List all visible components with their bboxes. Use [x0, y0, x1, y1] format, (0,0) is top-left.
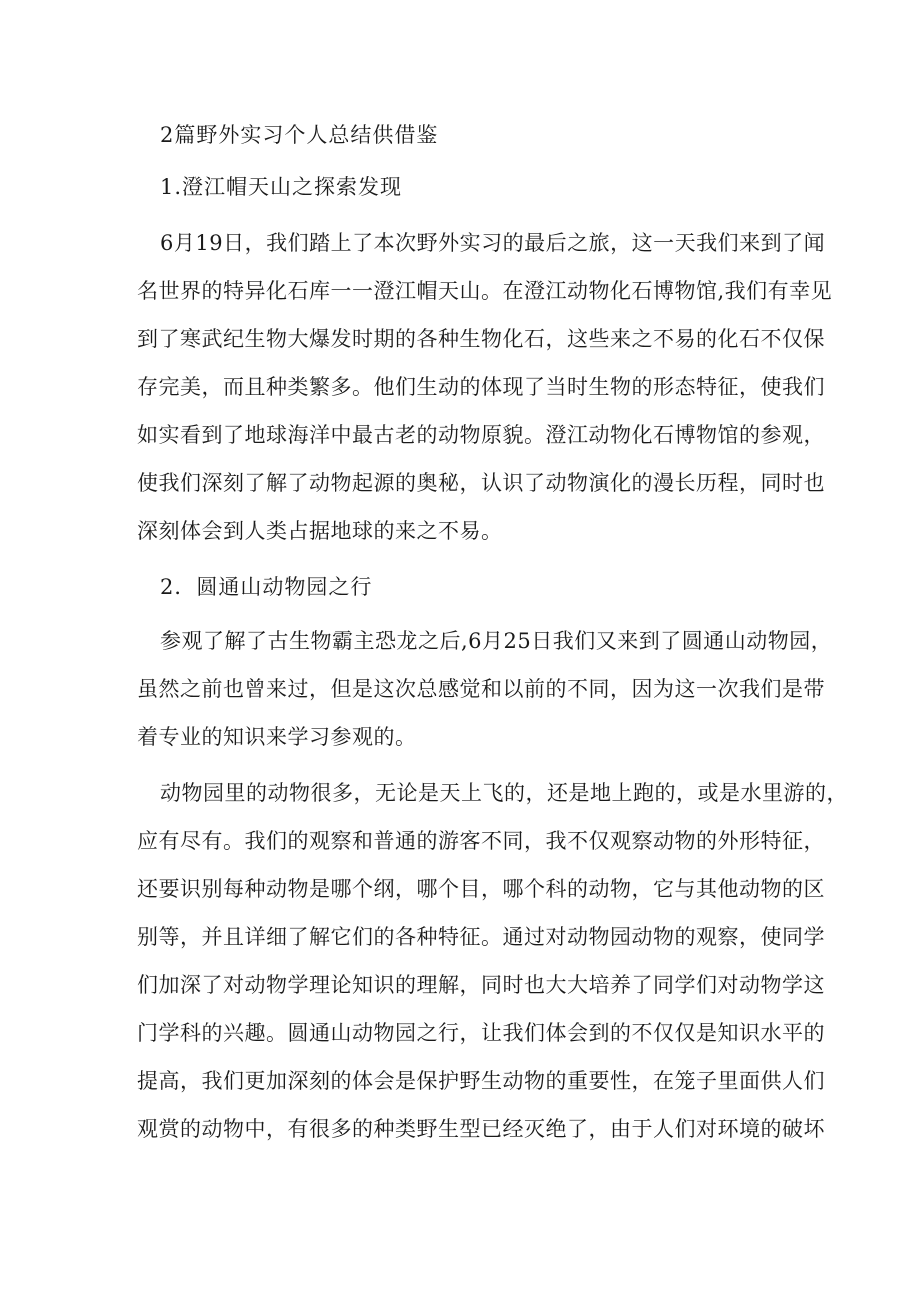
document-title: 2篇野外实习个人总结供借鉴	[160, 123, 439, 147]
paragraph-line: 到了寒武纪生物大爆发时期的各种生物化石，这些来之不易的化石不仅保	[137, 327, 825, 351]
paragraph-line: 还要识别每种动物是哪个纲，哪个目，哪个科的动物，它与其他动物的区	[137, 877, 825, 901]
section-2-heading: 2．圆通山动物园之行	[160, 575, 373, 599]
paragraph-line: 动物园里的动物很多，无论是天上飞的，还是地上跑的，或是水里游的，	[160, 781, 848, 805]
section-1-heading: 1.澄江帽天山之探索发现	[160, 175, 403, 199]
paragraph-line: 应有尽有。我们的观察和普通的游客不同，我不仅观察动物的外形特征，	[137, 829, 825, 853]
paragraph-line: 着专业的知识来学习参观的。	[137, 725, 417, 749]
paragraph-line: 参观了解了古生物霸主恐龙之后,6月25日我们又来到了圆通山动物园，	[160, 629, 833, 653]
paragraph-line: 深刻体会到人类占据地球的来之不易。	[137, 519, 503, 543]
paragraph-line: 提高，我们更加深刻的体会是保护野生动物的重要性，在笼子里面供人们	[137, 1069, 825, 1093]
paragraph-line: 存完美，而且种类繁多。他们生动的体现了当时生物的形态特征，使我们	[137, 375, 825, 399]
paragraph-line: 虽然之前也曾来过，但是这次总感觉和以前的不同，因为这一次我们是带	[137, 677, 825, 701]
paragraph-line: 6月19日，我们踏上了本次野外实习的最后之旅，这一天我们来到了闻	[160, 231, 826, 255]
paragraph-line: 们加深了对动物学理论知识的理解，同时也大大培养了同学们对动物学这	[137, 973, 825, 997]
paragraph-line: 别等，并且详细了解它们的各种特征。通过对动物园动物的观察，使同学	[137, 925, 825, 949]
paragraph-line: 观赏的动物中，有很多的种类野生型已经灭绝了，由于人们对环境的破坏	[137, 1117, 825, 1141]
paragraph-line: 名世界的特异化石库一一澄江帽天山。在澄江动物化石博物馆,我们有幸见	[137, 279, 833, 303]
paragraph-line: 门学科的兴趣。圆通山动物园之行，让我们体会到的不仅仅是知识水平的	[137, 1021, 825, 1045]
paragraph-line: 如实看到了地球海洋中最古老的动物原貌。澄江动物化石博物馆的参观，	[137, 423, 825, 447]
paragraph-line: 使我们深刻了解了动物起源的奥秘，认识了动物演化的漫长历程，同时也	[137, 471, 825, 495]
